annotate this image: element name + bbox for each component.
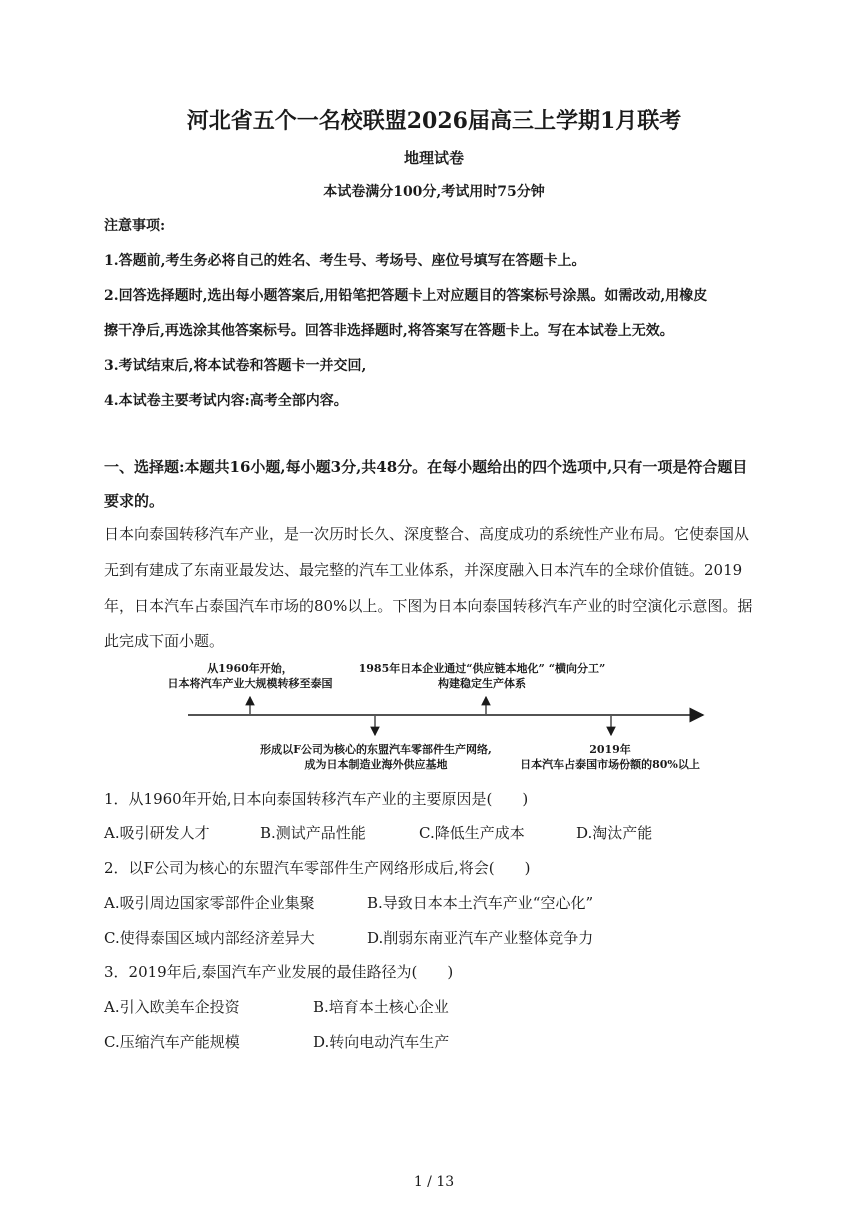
bottom-label-1-line-1: 形成以F公司为核心的东盟汽车零部件生产网络, — [260, 743, 492, 756]
top-label-1-line-1: 从1960年开始， — [207, 662, 293, 675]
question-1-stem: 1．从1960年开始,日本向泰国转移汽车产业的主要原因是( ) — [104, 790, 529, 808]
top-label-1-line-2: 日本将汽车产业大规模转移至泰国 — [167, 677, 333, 690]
question-3-option-d[interactable]: D.转向电动汽车生产 — [313, 1033, 450, 1051]
bottom-label-1-line-2: 成为日本制造业海外供应基地 — [304, 758, 448, 771]
section-heading-cont: 要求的。 — [104, 492, 165, 510]
bottom-label-2-line-2: 日本汽车占泰国市场份额的80%以上 — [520, 758, 700, 771]
exam-info: 本试卷满分100分,考试用时75分钟 — [323, 184, 545, 200]
top-label-2-line-1: 1985年日本企业通过“供应链本地化” “横向分工” — [358, 662, 606, 675]
page-number: 1 / 13 — [413, 1174, 455, 1190]
passage-line-1: 日本向泰国转移汽车产业，是一次历时长久、深度整合、高度成功的系统性产业布局。它使泰国从 — [104, 525, 750, 543]
top-label-2-line-2: 构建稳定生产体系 — [438, 677, 526, 690]
passage-line-2: 无到有建成了东南亚最发达、最完整的汽车工业体系，并深度融入日本汽车的全球价值链。2019 — [104, 561, 743, 579]
section-heading: 一、选择题:本题共16小题,每小题3分,共48分。在每小题给出的四个选项中,只有一项是符合题目 — [104, 458, 748, 476]
question-3-option-b[interactable]: B.培育本土核心企业 — [313, 998, 449, 1016]
passage-line-4: 此完成下面小题。 — [104, 632, 225, 650]
passage-line-3: 年，日本汽车占泰国汽车市场的80%以上。下图为日本向泰国转移汽车产业的时空演化示意图。据 — [104, 597, 753, 615]
question-2-option-a[interactable]: A.吸引周边国家零部件企业集聚 — [104, 894, 315, 912]
note-item-4: 4.本试卷主要考试内容:高考全部内容。 — [104, 393, 348, 409]
exam-subject: 地理试卷 — [403, 149, 464, 167]
question-1-option-b[interactable]: B.测试产品性能 — [260, 824, 366, 842]
bottom-label-2-line-1: 2019年 — [589, 743, 631, 756]
exam-title: 河北省五个一名校联盟2026届高三上学期1月联考 — [186, 108, 682, 134]
question-3-stem: 3．2019年后,泰国汽车产业发展的最佳路径为( ) — [104, 963, 454, 981]
question-2-option-d[interactable]: D.削弱东南亚汽车产业整体竞争力 — [367, 929, 594, 947]
note-item-3: 3.考试结束后,将本试卷和答题卡一并交回, — [104, 358, 367, 374]
timeline-diagram — [150, 655, 730, 777]
question-1-option-d[interactable]: D.淘汰产能 — [576, 824, 653, 842]
question-1-option-c[interactable]: C.降低生产成本 — [419, 824, 525, 842]
question-2-stem: 2．以F公司为核心的东盟汽车零部件生产网络形成后,将会( ) — [104, 859, 531, 877]
note-item-2-cont: 擦干净后,再选涂其他答案标号。回答非选择题时,将答案写在答题卡上。写在本试卷上无效。 — [104, 323, 674, 339]
note-item-1: 1.答题前,考生务必将自己的姓名、考生号、考场号、座位号填写在答题卡上。 — [104, 253, 586, 269]
notes-heading: 注意事项: — [104, 218, 166, 234]
question-3-option-c[interactable]: C.压缩汽车产能规模 — [104, 1033, 240, 1051]
question-3-option-a[interactable]: A.引入欧美车企投资 — [104, 998, 240, 1016]
note-item-2: 2.回答选择题时,选出每小题答案后,用铅笔把答题卡上对应题目的答案标号涂黑。如需改动,用橡皮 — [104, 288, 708, 304]
question-1-option-a[interactable]: A.吸引研发人才 — [104, 824, 210, 842]
question-2-option-b[interactable]: B.导致日本本土汽车产业“空心化” — [367, 894, 594, 912]
question-2-option-c[interactable]: C.使得泰国区域内部经济差异大 — [104, 929, 315, 947]
